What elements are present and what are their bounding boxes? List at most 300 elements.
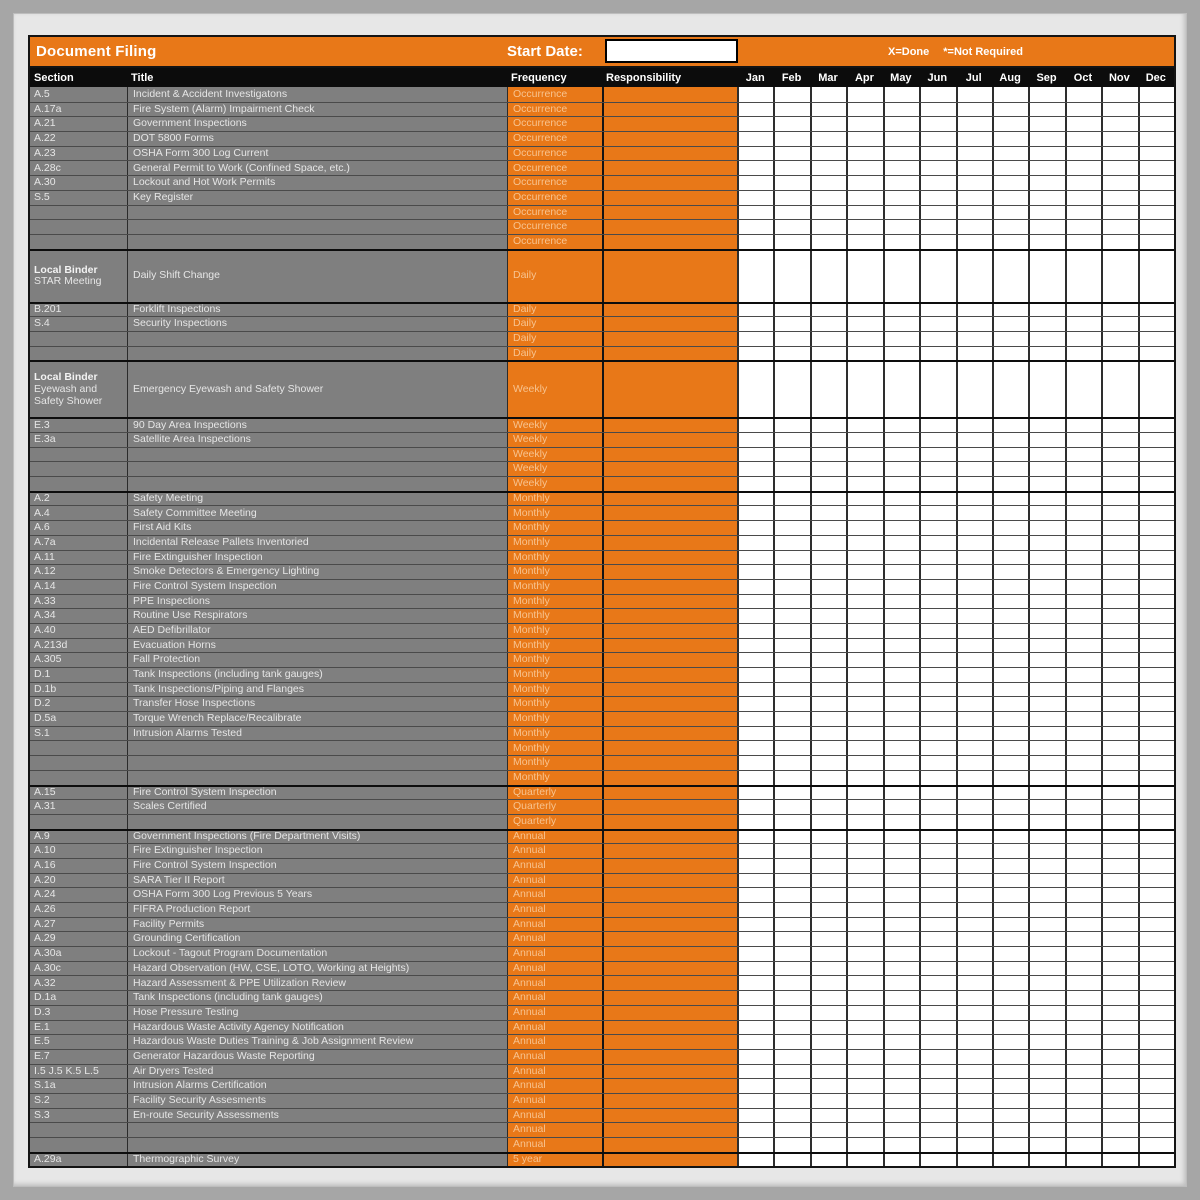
month-cell-feb[interactable] — [773, 1138, 809, 1152]
month-cell-nov[interactable] — [1101, 132, 1137, 146]
month-cell-jun[interactable] — [919, 191, 955, 205]
month-cell-dec[interactable] — [1138, 117, 1174, 131]
month-cell-nov[interactable] — [1101, 918, 1137, 932]
month-cell-dec[interactable] — [1138, 947, 1174, 961]
month-cell-aug[interactable] — [992, 87, 1028, 102]
month-cell-dec[interactable] — [1138, 235, 1174, 249]
month-cell-mar[interactable] — [810, 595, 846, 609]
frequency-cell[interactable]: Monthly — [507, 521, 602, 535]
month-cell-jun[interactable] — [919, 132, 955, 146]
month-cell-nov[interactable] — [1101, 1050, 1137, 1064]
month-cell-jan[interactable] — [737, 595, 773, 609]
month-cell-jul[interactable] — [956, 624, 992, 638]
responsibility-cell[interactable] — [602, 87, 737, 102]
frequency-cell[interactable]: Annual — [507, 831, 602, 844]
month-cell-jul[interactable] — [956, 787, 992, 800]
month-cell-jun[interactable] — [919, 506, 955, 520]
month-cell-jul[interactable] — [956, 117, 992, 131]
frequency-cell[interactable]: Occurrence — [507, 117, 602, 131]
month-cell-oct[interactable] — [1065, 683, 1101, 697]
month-cell-jun[interactable] — [919, 697, 955, 711]
section-cell[interactable]: S.3 — [30, 1109, 127, 1123]
month-cell-feb[interactable] — [773, 1123, 809, 1137]
month-cell-apr[interactable] — [846, 639, 882, 653]
month-cell-nov[interactable] — [1101, 947, 1137, 961]
month-cell-aug[interactable] — [992, 1079, 1028, 1093]
month-cell-mar[interactable] — [810, 874, 846, 888]
frequency-cell[interactable]: Occurrence — [507, 235, 602, 249]
month-cell-sep[interactable] — [1028, 317, 1064, 331]
month-cell-may[interactable] — [883, 888, 919, 902]
section-cell[interactable]: A.15 — [30, 787, 127, 800]
month-cell-aug[interactable] — [992, 235, 1028, 249]
title-cell[interactable]: Safety Committee Meeting — [127, 506, 507, 520]
month-cell-jul[interactable] — [956, 304, 992, 317]
month-cell-may[interactable] — [883, 1154, 919, 1167]
month-cell-dec[interactable] — [1138, 251, 1174, 302]
responsibility-cell[interactable] — [602, 991, 737, 1005]
month-cell-sep[interactable] — [1028, 235, 1064, 249]
month-cell-apr[interactable] — [846, 712, 882, 726]
responsibility-cell[interactable] — [602, 317, 737, 331]
month-cell-jul[interactable] — [956, 521, 992, 535]
month-cell-apr[interactable] — [846, 304, 882, 317]
month-cell-mar[interactable] — [810, 536, 846, 550]
frequency-cell[interactable]: Monthly — [507, 493, 602, 506]
month-cell-jun[interactable] — [919, 976, 955, 990]
month-cell-jan[interactable] — [737, 1006, 773, 1020]
month-cell-dec[interactable] — [1138, 220, 1174, 234]
title-cell[interactable]: Tank Inspections (including tank gauges) — [127, 668, 507, 682]
title-cell[interactable]: Grounding Certification — [127, 932, 507, 946]
month-cell-sep[interactable] — [1028, 117, 1064, 131]
month-cell-dec[interactable] — [1138, 304, 1174, 317]
title-cell[interactable] — [127, 1123, 507, 1137]
title-cell[interactable]: Air Dryers Tested — [127, 1065, 507, 1079]
month-cell-jan[interactable] — [737, 624, 773, 638]
month-cell-may[interactable] — [883, 551, 919, 565]
month-cell-nov[interactable] — [1101, 1094, 1137, 1108]
title-cell[interactable]: Incident & Accident Investigatons — [127, 87, 507, 102]
month-cell-aug[interactable] — [992, 962, 1028, 976]
month-cell-jun[interactable] — [919, 903, 955, 917]
month-cell-sep[interactable] — [1028, 991, 1064, 1005]
month-cell-feb[interactable] — [773, 206, 809, 220]
responsibility-cell[interactable] — [602, 147, 737, 161]
month-cell-aug[interactable] — [992, 932, 1028, 946]
month-cell-may[interactable] — [883, 565, 919, 579]
month-cell-jun[interactable] — [919, 477, 955, 491]
responsibility-cell[interactable] — [602, 1050, 737, 1064]
month-cell-dec[interactable] — [1138, 991, 1174, 1005]
month-cell-mar[interactable] — [810, 521, 846, 535]
month-cell-dec[interactable] — [1138, 741, 1174, 755]
month-cell-aug[interactable] — [992, 506, 1028, 520]
section-cell[interactable]: A.213d — [30, 639, 127, 653]
month-cell-oct[interactable] — [1065, 87, 1101, 102]
title-cell[interactable]: Hazardous Waste Duties Training & Job Assignment Review — [127, 1035, 507, 1049]
month-cell-nov[interactable] — [1101, 433, 1137, 447]
month-cell-may[interactable] — [883, 1006, 919, 1020]
month-cell-mar[interactable] — [810, 962, 846, 976]
responsibility-cell[interactable] — [602, 1094, 737, 1108]
month-cell-jun[interactable] — [919, 991, 955, 1005]
month-cell-mar[interactable] — [810, 771, 846, 785]
month-cell-sep[interactable] — [1028, 251, 1064, 302]
frequency-cell[interactable]: Monthly — [507, 756, 602, 770]
title-cell[interactable] — [127, 235, 507, 249]
month-cell-sep[interactable] — [1028, 800, 1064, 814]
month-cell-mar[interactable] — [810, 1079, 846, 1093]
month-cell-sep[interactable] — [1028, 536, 1064, 550]
month-cell-apr[interactable] — [846, 521, 882, 535]
month-cell-jul[interactable] — [956, 903, 992, 917]
month-cell-may[interactable] — [883, 668, 919, 682]
month-cell-oct[interactable] — [1065, 1006, 1101, 1020]
month-cell-jun[interactable] — [919, 947, 955, 961]
month-cell-feb[interactable] — [773, 859, 809, 873]
month-cell-nov[interactable] — [1101, 448, 1137, 462]
month-cell-nov[interactable] — [1101, 1079, 1137, 1093]
month-cell-jul[interactable] — [956, 1109, 992, 1123]
title-cell[interactable]: Generator Hazardous Waste Reporting — [127, 1050, 507, 1064]
month-cell-sep[interactable] — [1028, 609, 1064, 623]
responsibility-cell[interactable] — [602, 668, 737, 682]
month-cell-may[interactable] — [883, 771, 919, 785]
month-cell-jan[interactable] — [737, 815, 773, 829]
month-cell-mar[interactable] — [810, 477, 846, 491]
title-cell[interactable] — [127, 1138, 507, 1152]
month-cell-jan[interactable] — [737, 787, 773, 800]
month-cell-sep[interactable] — [1028, 551, 1064, 565]
section-cell[interactable]: S.4 — [30, 317, 127, 331]
month-cell-jun[interactable] — [919, 1050, 955, 1064]
month-cell-jun[interactable] — [919, 347, 955, 361]
responsibility-cell[interactable] — [602, 1035, 737, 1049]
month-cell-jul[interactable] — [956, 580, 992, 594]
month-cell-nov[interactable] — [1101, 176, 1137, 190]
month-cell-aug[interactable] — [992, 888, 1028, 902]
month-cell-jan[interactable] — [737, 918, 773, 932]
month-cell-jul[interactable] — [956, 347, 992, 361]
month-cell-dec[interactable] — [1138, 317, 1174, 331]
month-cell-mar[interactable] — [810, 1109, 846, 1123]
section-cell[interactable]: A.2 — [30, 493, 127, 506]
month-cell-dec[interactable] — [1138, 1094, 1174, 1108]
month-cell-sep[interactable] — [1028, 347, 1064, 361]
month-cell-jan[interactable] — [737, 932, 773, 946]
title-cell[interactable]: Routine Use Respirators — [127, 609, 507, 623]
month-cell-oct[interactable] — [1065, 506, 1101, 520]
month-cell-sep[interactable] — [1028, 962, 1064, 976]
section-cell[interactable]: A.21 — [30, 117, 127, 131]
month-cell-aug[interactable] — [992, 147, 1028, 161]
title-cell[interactable]: Fire Control System Inspection — [127, 787, 507, 800]
month-cell-dec[interactable] — [1138, 103, 1174, 117]
month-cell-jun[interactable] — [919, 493, 955, 506]
responsibility-cell[interactable] — [602, 697, 737, 711]
frequency-cell[interactable]: Annual — [507, 918, 602, 932]
month-cell-apr[interactable] — [846, 580, 882, 594]
month-cell-mar[interactable] — [810, 362, 846, 417]
month-cell-jul[interactable] — [956, 362, 992, 417]
title-cell[interactable] — [127, 347, 507, 361]
frequency-cell[interactable]: Quarterly — [507, 800, 602, 814]
month-cell-jan[interactable] — [737, 609, 773, 623]
month-cell-sep[interactable] — [1028, 639, 1064, 653]
month-cell-sep[interactable] — [1028, 132, 1064, 146]
month-cell-apr[interactable] — [846, 787, 882, 800]
month-cell-jan[interactable] — [737, 831, 773, 844]
month-cell-mar[interactable] — [810, 1094, 846, 1108]
responsibility-cell[interactable] — [602, 132, 737, 146]
month-cell-jun[interactable] — [919, 1065, 955, 1079]
month-cell-nov[interactable] — [1101, 962, 1137, 976]
month-cell-may[interactable] — [883, 653, 919, 667]
month-cell-may[interactable] — [883, 962, 919, 976]
frequency-cell[interactable]: Monthly — [507, 741, 602, 755]
title-cell[interactable]: Key Register — [127, 191, 507, 205]
month-cell-feb[interactable] — [773, 991, 809, 1005]
month-cell-jan[interactable] — [737, 551, 773, 565]
month-cell-jan[interactable] — [737, 220, 773, 234]
month-cell-jul[interactable] — [956, 947, 992, 961]
month-cell-feb[interactable] — [773, 595, 809, 609]
title-cell[interactable]: Fire Extinguisher Inspection — [127, 551, 507, 565]
month-cell-aug[interactable] — [992, 1050, 1028, 1064]
frequency-cell[interactable]: Monthly — [507, 624, 602, 638]
month-cell-nov[interactable] — [1101, 712, 1137, 726]
month-cell-feb[interactable] — [773, 918, 809, 932]
responsibility-cell[interactable] — [602, 332, 737, 346]
month-cell-feb[interactable] — [773, 712, 809, 726]
month-cell-mar[interactable] — [810, 317, 846, 331]
section-cell[interactable] — [30, 362, 127, 417]
month-cell-jul[interactable] — [956, 565, 992, 579]
month-cell-aug[interactable] — [992, 756, 1028, 770]
title-cell[interactable]: Evacuation Horns — [127, 639, 507, 653]
month-cell-aug[interactable] — [992, 1035, 1028, 1049]
month-cell-mar[interactable] — [810, 493, 846, 506]
title-cell[interactable]: Government Inspections — [127, 117, 507, 131]
month-cell-sep[interactable] — [1028, 741, 1064, 755]
month-cell-jan[interactable] — [737, 991, 773, 1005]
month-cell-may[interactable] — [883, 756, 919, 770]
month-cell-feb[interactable] — [773, 831, 809, 844]
section-cell[interactable]: A.30 — [30, 176, 127, 190]
month-cell-nov[interactable] — [1101, 1138, 1137, 1152]
month-cell-apr[interactable] — [846, 874, 882, 888]
month-cell-jan[interactable] — [737, 304, 773, 317]
responsibility-cell[interactable] — [602, 1006, 737, 1020]
month-cell-jun[interactable] — [919, 844, 955, 858]
responsibility-cell[interactable] — [602, 653, 737, 667]
month-cell-oct[interactable] — [1065, 1094, 1101, 1108]
month-cell-dec[interactable] — [1138, 1050, 1174, 1064]
month-cell-may[interactable] — [883, 609, 919, 623]
responsibility-cell[interactable] — [602, 771, 737, 785]
month-cell-dec[interactable] — [1138, 362, 1174, 417]
month-cell-nov[interactable] — [1101, 87, 1137, 102]
month-cell-nov[interactable] — [1101, 683, 1137, 697]
title-cell[interactable] — [127, 220, 507, 234]
month-cell-sep[interactable] — [1028, 147, 1064, 161]
month-cell-aug[interactable] — [992, 1109, 1028, 1123]
month-cell-feb[interactable] — [773, 815, 809, 829]
month-cell-jun[interactable] — [919, 639, 955, 653]
responsibility-cell[interactable] — [602, 448, 737, 462]
section-cell[interactable]: A.305 — [30, 653, 127, 667]
month-cell-jan[interactable] — [737, 1021, 773, 1035]
month-cell-aug[interactable] — [992, 815, 1028, 829]
month-cell-aug[interactable] — [992, 741, 1028, 755]
month-cell-nov[interactable] — [1101, 191, 1137, 205]
frequency-cell[interactable]: Occurrence — [507, 206, 602, 220]
month-cell-may[interactable] — [883, 903, 919, 917]
month-cell-oct[interactable] — [1065, 903, 1101, 917]
month-cell-feb[interactable] — [773, 800, 809, 814]
month-cell-apr[interactable] — [846, 506, 882, 520]
month-cell-jan[interactable] — [737, 251, 773, 302]
month-cell-jan[interactable] — [737, 903, 773, 917]
month-cell-dec[interactable] — [1138, 1065, 1174, 1079]
month-cell-apr[interactable] — [846, 888, 882, 902]
section-cell[interactable] — [30, 741, 127, 755]
month-cell-mar[interactable] — [810, 103, 846, 117]
month-cell-apr[interactable] — [846, 668, 882, 682]
month-cell-oct[interactable] — [1065, 800, 1101, 814]
title-cell[interactable]: FIFRA Production Report — [127, 903, 507, 917]
month-cell-sep[interactable] — [1028, 1154, 1064, 1167]
frequency-cell[interactable]: Occurrence — [507, 176, 602, 190]
frequency-cell[interactable]: Occurrence — [507, 220, 602, 234]
responsibility-cell[interactable] — [602, 1138, 737, 1152]
month-cell-jun[interactable] — [919, 815, 955, 829]
month-cell-jul[interactable] — [956, 317, 992, 331]
month-cell-feb[interactable] — [773, 653, 809, 667]
section-cell[interactable]: A.27 — [30, 918, 127, 932]
title-cell[interactable]: Facility Permits — [127, 918, 507, 932]
section-cell[interactable]: E.1 — [30, 1021, 127, 1035]
section-cell[interactable]: E.3 — [30, 419, 127, 432]
month-cell-jan[interactable] — [737, 741, 773, 755]
month-cell-mar[interactable] — [810, 1021, 846, 1035]
month-cell-oct[interactable] — [1065, 1021, 1101, 1035]
month-cell-jan[interactable] — [737, 888, 773, 902]
month-cell-jul[interactable] — [956, 235, 992, 249]
responsibility-cell[interactable] — [602, 683, 737, 697]
month-cell-may[interactable] — [883, 727, 919, 741]
title-cell[interactable] — [127, 462, 507, 476]
month-cell-may[interactable] — [883, 191, 919, 205]
month-cell-jan[interactable] — [737, 462, 773, 476]
month-cell-jul[interactable] — [956, 874, 992, 888]
month-cell-aug[interactable] — [992, 551, 1028, 565]
month-cell-sep[interactable] — [1028, 433, 1064, 447]
month-cell-dec[interactable] — [1138, 147, 1174, 161]
month-cell-sep[interactable] — [1028, 756, 1064, 770]
frequency-cell[interactable]: Quarterly — [507, 787, 602, 800]
section-cell[interactable]: D.1b — [30, 683, 127, 697]
month-cell-dec[interactable] — [1138, 932, 1174, 946]
month-cell-apr[interactable] — [846, 176, 882, 190]
month-cell-sep[interactable] — [1028, 161, 1064, 175]
month-cell-feb[interactable] — [773, 551, 809, 565]
month-cell-oct[interactable] — [1065, 1050, 1101, 1064]
section-cell[interactable]: A.6 — [30, 521, 127, 535]
month-cell-jan[interactable] — [737, 87, 773, 102]
month-cell-sep[interactable] — [1028, 1035, 1064, 1049]
month-cell-nov[interactable] — [1101, 595, 1137, 609]
frequency-cell[interactable]: Weekly — [507, 362, 602, 417]
month-cell-dec[interactable] — [1138, 962, 1174, 976]
month-cell-aug[interactable] — [992, 132, 1028, 146]
frequency-cell[interactable]: Annual — [507, 1006, 602, 1020]
month-cell-mar[interactable] — [810, 831, 846, 844]
title-cell[interactable]: Emergency Eyewash and Safety Shower — [127, 362, 507, 417]
month-cell-jul[interactable] — [956, 1094, 992, 1108]
month-cell-jul[interactable] — [956, 683, 992, 697]
month-cell-oct[interactable] — [1065, 235, 1101, 249]
responsibility-cell[interactable] — [602, 888, 737, 902]
month-cell-jan[interactable] — [737, 419, 773, 432]
frequency-cell[interactable]: Monthly — [507, 595, 602, 609]
month-cell-jun[interactable] — [919, 1109, 955, 1123]
month-cell-jun[interactable] — [919, 433, 955, 447]
responsibility-cell[interactable] — [602, 609, 737, 623]
section-cell[interactable] — [30, 235, 127, 249]
month-cell-may[interactable] — [883, 741, 919, 755]
month-cell-may[interactable] — [883, 991, 919, 1005]
month-cell-jul[interactable] — [956, 1154, 992, 1167]
frequency-cell[interactable]: Monthly — [507, 609, 602, 623]
month-cell-may[interactable] — [883, 683, 919, 697]
month-cell-aug[interactable] — [992, 1021, 1028, 1035]
month-cell-mar[interactable] — [810, 1065, 846, 1079]
month-cell-oct[interactable] — [1065, 1109, 1101, 1123]
month-cell-sep[interactable] — [1028, 918, 1064, 932]
month-cell-jul[interactable] — [956, 771, 992, 785]
section-cell[interactable]: A.16 — [30, 859, 127, 873]
month-cell-dec[interactable] — [1138, 918, 1174, 932]
month-cell-jun[interactable] — [919, 1035, 955, 1049]
month-cell-jun[interactable] — [919, 448, 955, 462]
month-cell-jul[interactable] — [956, 800, 992, 814]
month-cell-may[interactable] — [883, 206, 919, 220]
month-cell-mar[interactable] — [810, 903, 846, 917]
month-cell-aug[interactable] — [992, 947, 1028, 961]
responsibility-cell[interactable] — [602, 727, 737, 741]
month-cell-jun[interactable] — [919, 874, 955, 888]
month-cell-jul[interactable] — [956, 653, 992, 667]
month-cell-nov[interactable] — [1101, 251, 1137, 302]
month-cell-mar[interactable] — [810, 918, 846, 932]
month-cell-jul[interactable] — [956, 1035, 992, 1049]
month-cell-oct[interactable] — [1065, 888, 1101, 902]
month-cell-jan[interactable] — [737, 521, 773, 535]
month-cell-apr[interactable] — [846, 206, 882, 220]
frequency-cell[interactable]: Monthly — [507, 668, 602, 682]
month-cell-sep[interactable] — [1028, 668, 1064, 682]
month-cell-apr[interactable] — [846, 235, 882, 249]
frequency-cell[interactable]: 5 year — [507, 1154, 602, 1167]
month-cell-jan[interactable] — [737, 235, 773, 249]
month-cell-nov[interactable] — [1101, 624, 1137, 638]
month-cell-may[interactable] — [883, 220, 919, 234]
title-cell[interactable]: Fire Control System Inspection — [127, 580, 507, 594]
month-cell-oct[interactable] — [1065, 347, 1101, 361]
month-cell-jun[interactable] — [919, 1021, 955, 1035]
